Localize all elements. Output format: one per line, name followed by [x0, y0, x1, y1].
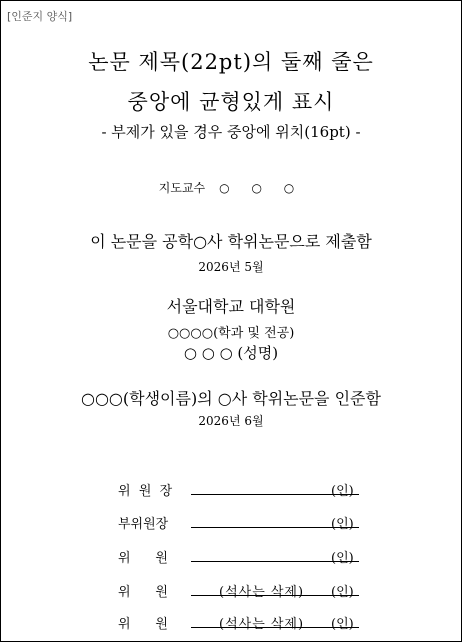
committee-role: 부위원장 — [118, 517, 169, 532]
committee-row-member-2 — [1, 579, 461, 599]
approval-statement: ○○○(학생이름)의 ○사 학위논문을 인준함 — [81, 389, 381, 408]
committee-row-vice-chair — [1, 511, 461, 531]
seal-mark: (인) — [331, 585, 354, 600]
department-name: ○○○○(학과 및 전공) — [167, 326, 295, 341]
committee-note: (석사는 삭제) — [219, 585, 305, 600]
committee-note: (석사는 삭제) — [219, 617, 305, 632]
committee-role: 위 원 장 — [118, 484, 173, 499]
committee-row-chair — [1, 478, 461, 498]
advisor-label: 지도교수 — [158, 181, 206, 195]
approval-date: 2026년 6월 — [198, 414, 264, 428]
student-name: ○ ○ ○ (성명) — [183, 344, 279, 362]
committee-role: 위 원 — [118, 585, 168, 600]
submission-date: 2026년 5월 — [198, 260, 264, 274]
seal-mark: (인) — [331, 517, 354, 532]
committee-row-member-1 — [1, 545, 461, 565]
advisor-line — [1, 179, 461, 196]
committee-row-member-3 — [1, 611, 461, 631]
advisor-name: ○ ○ ○ — [219, 181, 304, 195]
submission-statement: 이 논문을 공학○사 학위논문으로 제출함 — [90, 232, 372, 251]
committee-role: 위 원 — [118, 617, 168, 632]
seal-mark: (인) — [331, 551, 354, 566]
committee-role: 위 원 — [118, 551, 168, 566]
thesis-subtitle: - 부제가 있을 경우 중앙에 위치(16pt) - — [101, 123, 361, 141]
thesis-title-line2: 중앙에 균형있게 표시 — [127, 90, 335, 114]
university-name: 서울대학교 대학원 — [166, 297, 296, 316]
seal-mark: (인) — [331, 617, 354, 632]
thesis-title-line1: 논문 제목(22pt)의 둘째 줄은 — [88, 50, 374, 74]
form-tag: [인준지 양식] — [7, 10, 73, 23]
seal-mark: (인) — [331, 484, 354, 499]
